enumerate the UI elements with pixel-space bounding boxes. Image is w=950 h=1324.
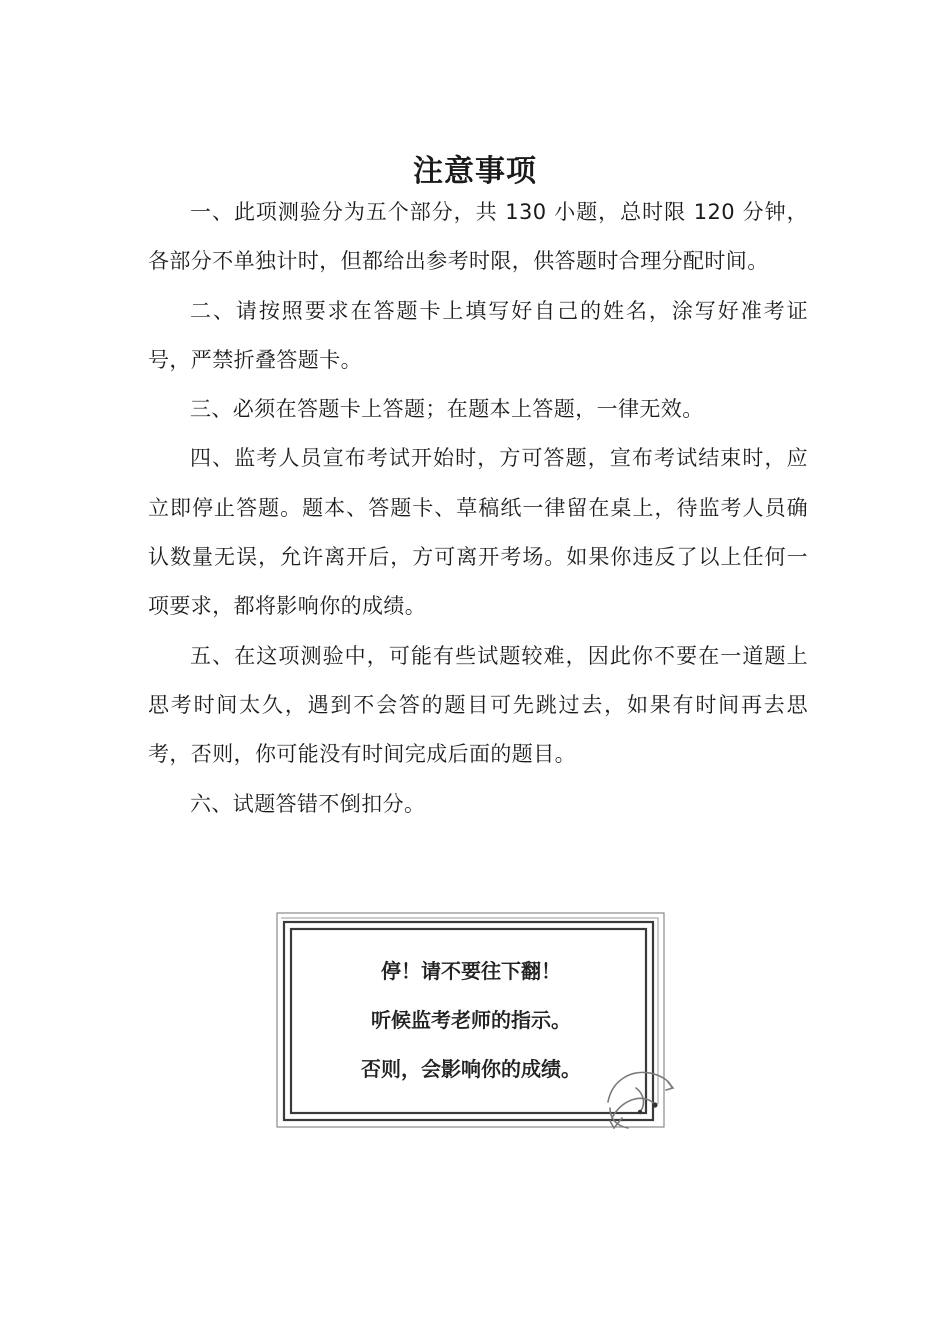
notes-list xyxy=(148,188,808,829)
note-paragraph-3: 三、必须在答题卡上答题；在题本上答题，一律无效。 xyxy=(190,397,704,422)
note-paragraph-6: 六、试题答错不倒扣分。 xyxy=(190,791,426,816)
note-paragraph-4: 四、监考人员宣布考试开始时，方可答题，宣布考试结束时，应立即停止答题。题本、答题卡、草稿纸一律留在桌上，待监考人员确认数量无误，允许离开后，方可离开考场。如果你违反了以上任何一项要求，都将影响你的成绩。 xyxy=(148,446,808,619)
note-paragraph-5: 五、在这项测验中，可能有些试题较难，因此你不要在一道题上思考时间太久，遇到不会答的题目可先跳过去，如果有时间再去思考，否则，你可能没有时间完成后面的题目。 xyxy=(148,643,808,767)
stop-warning-line: 停！请不要往下翻！ xyxy=(381,959,561,983)
page-title: 注意事项 xyxy=(413,154,537,189)
note-paragraph-1: 一、此项测验分为五个部分，共 130 小题，总时限 120 分钟，各部分不单独计时，但都给出参考时限，供答题时合理分配时间。 xyxy=(148,200,808,274)
note-paragraph-2: 二、请按照要求在答题卡上填写好自己的姓名，涂写好准考证号，严禁折叠答题卡。 xyxy=(148,298,808,372)
stop-notice-box xyxy=(276,912,666,1128)
stop-instruction-line: 听候监考老师的指示。 xyxy=(371,1008,571,1032)
stop-consequence-line: 否则，会影响你的成绩。 xyxy=(361,1057,581,1081)
